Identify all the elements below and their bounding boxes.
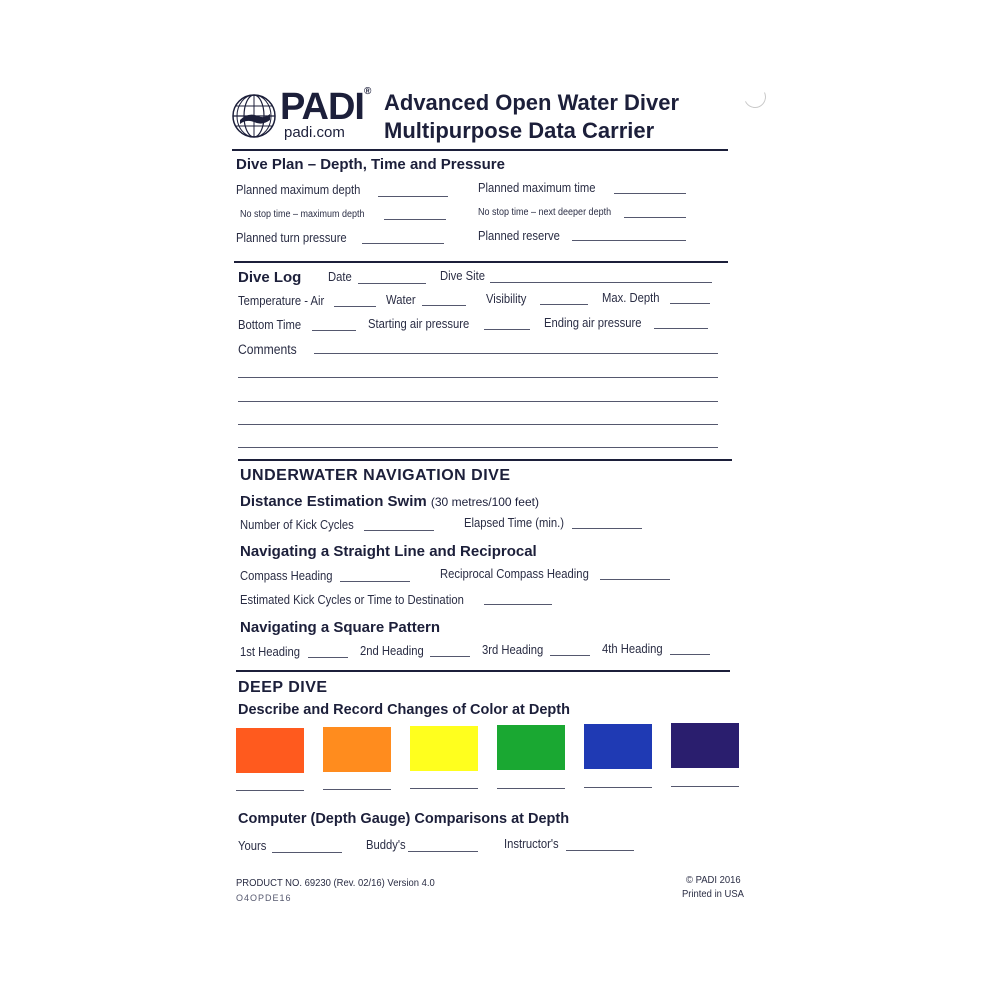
copyright: © PADI 2016 xyxy=(686,874,741,886)
max-depth-label: Max. Depth xyxy=(602,291,660,305)
planned-max-depth-label: Planned maximum depth xyxy=(236,183,361,197)
comments-line[interactable] xyxy=(238,401,718,402)
color-swatch-green xyxy=(497,725,565,770)
planned-max-time-label: Planned maximum time xyxy=(478,181,596,195)
instructors-label: Instructor's xyxy=(504,837,559,851)
navigation-heading: UNDERWATER NAVIGATION DIVE xyxy=(240,467,511,484)
elapsed-time-label: Elapsed Time (min.) xyxy=(464,516,565,530)
color-record-field[interactable] xyxy=(584,787,652,788)
yours-label: Yours xyxy=(238,839,267,853)
computer-comparison-heading: Computer (Depth Gauge) Comparisons at Depth xyxy=(238,811,570,827)
padi-logo-text: PADI® xyxy=(280,86,371,128)
first-heading-field[interactable] xyxy=(308,657,348,658)
estimated-kick-field[interactable] xyxy=(484,604,552,605)
water-temperature-field[interactable] xyxy=(422,305,466,306)
fourth-heading-label: 4th Heading xyxy=(602,642,663,656)
dive-log-heading: Dive Log xyxy=(238,269,302,286)
no-stop-max-depth-label: No stop time – maximum depth xyxy=(240,209,365,220)
no-stop-next-deeper-field[interactable] xyxy=(624,217,686,218)
estimated-kick-label: Estimated Kick Cycles or Time to Destination xyxy=(240,593,464,607)
planned-reserve-field[interactable] xyxy=(572,240,686,241)
color-record-field[interactable] xyxy=(323,789,391,790)
color-record-field[interactable] xyxy=(236,790,304,791)
distance-estimation-heading: Distance Estimation Swim (30 metres/100 feet) xyxy=(240,493,539,510)
color-swatch-orange xyxy=(323,727,391,772)
printed-in: Printed in USA xyxy=(682,888,744,900)
buddys-label: Buddy's xyxy=(366,838,406,852)
divider xyxy=(238,459,732,461)
dive-plan-heading: Dive Plan – Depth, Time and Pressure xyxy=(236,156,505,173)
color-record-field[interactable] xyxy=(410,788,478,789)
planned-turn-pressure-field[interactable] xyxy=(362,243,444,244)
water-label: Water xyxy=(386,293,416,307)
first-heading-label: 1st Heading xyxy=(240,645,301,659)
planned-reserve-label: Planned reserve xyxy=(478,229,560,243)
divider xyxy=(236,670,730,672)
no-stop-max-depth-field[interactable] xyxy=(384,219,446,220)
date-field[interactable] xyxy=(358,283,426,284)
reciprocal-heading-field[interactable] xyxy=(600,579,670,580)
product-number: PRODUCT NO. 69230 (Rev. 02/16) Version 4.0 xyxy=(236,877,435,889)
print-code: O4OPDE16 xyxy=(236,893,292,903)
max-depth-field[interactable] xyxy=(670,303,710,304)
ending-air-label: Ending air pressure xyxy=(544,316,642,330)
comments-line[interactable] xyxy=(238,424,718,425)
compass-heading-field[interactable] xyxy=(340,581,410,582)
reciprocal-heading-label: Reciprocal Compass Heading xyxy=(440,567,589,581)
comments-line[interactable] xyxy=(238,447,718,448)
color-record-field[interactable] xyxy=(671,786,739,787)
color-swatch-yellow xyxy=(410,726,478,771)
dive-site-field[interactable] xyxy=(490,282,712,283)
compass-heading-label: Compass Heading xyxy=(240,569,333,583)
dive-site-label: Dive Site xyxy=(440,269,486,283)
planned-max-depth-field[interactable] xyxy=(378,196,448,197)
kick-cycles-field[interactable] xyxy=(364,530,434,531)
divider xyxy=(232,149,728,151)
color-changes-heading: Describe and Record Changes of Color at Depth xyxy=(238,702,570,718)
color-record-field[interactable] xyxy=(497,788,565,789)
kick-cycles-label: Number of Kick Cycles xyxy=(240,518,354,532)
square-pattern-heading: Navigating a Square Pattern xyxy=(240,619,441,636)
elapsed-time-field[interactable] xyxy=(572,528,642,529)
bottom-time-label: Bottom Time xyxy=(238,318,302,332)
date-label: Date xyxy=(328,270,352,284)
planned-max-time-field[interactable] xyxy=(614,193,686,194)
temperature-air-label: Temperature - Air xyxy=(238,294,325,308)
starting-air-label: Starting air pressure xyxy=(368,317,470,331)
fourth-heading-field[interactable] xyxy=(670,654,710,655)
color-swatch-violet xyxy=(671,723,739,768)
comments-line[interactable] xyxy=(314,353,718,354)
comments-line[interactable] xyxy=(238,377,718,378)
color-swatch-red-orange xyxy=(236,728,304,773)
second-heading-label: 2nd Heading xyxy=(360,644,424,658)
third-heading-label: 3rd Heading xyxy=(482,643,544,657)
bottom-time-field[interactable] xyxy=(312,330,356,331)
color-swatch-blue xyxy=(584,724,652,769)
comments-label: Comments xyxy=(238,342,297,357)
buddys-field[interactable] xyxy=(408,851,478,852)
title-line-2: Multipurpose Data Carrier xyxy=(384,118,655,143)
third-heading-field[interactable] xyxy=(550,655,590,656)
visibility-field[interactable] xyxy=(540,304,588,305)
padi-url: padi.com xyxy=(284,124,345,141)
title-line-1: Advanced Open Water Diver xyxy=(384,90,680,115)
straight-line-heading: Navigating a Straight Line and Reciprocal xyxy=(240,543,537,560)
visibility-label: Visibility xyxy=(486,292,527,306)
starting-air-field[interactable] xyxy=(484,329,530,330)
no-stop-next-deeper-label: No stop time – next deeper depth xyxy=(478,207,612,218)
ending-air-field[interactable] xyxy=(654,328,708,329)
second-heading-field[interactable] xyxy=(430,656,470,657)
deep-dive-heading: DEEP DIVE xyxy=(238,679,328,696)
instructors-field[interactable] xyxy=(566,850,634,851)
yours-field[interactable] xyxy=(272,852,342,853)
planned-turn-pressure-label: Planned turn pressure xyxy=(236,231,347,245)
temperature-air-field[interactable] xyxy=(334,306,376,307)
padi-globe-logo-icon xyxy=(232,94,276,138)
divider xyxy=(234,261,728,263)
